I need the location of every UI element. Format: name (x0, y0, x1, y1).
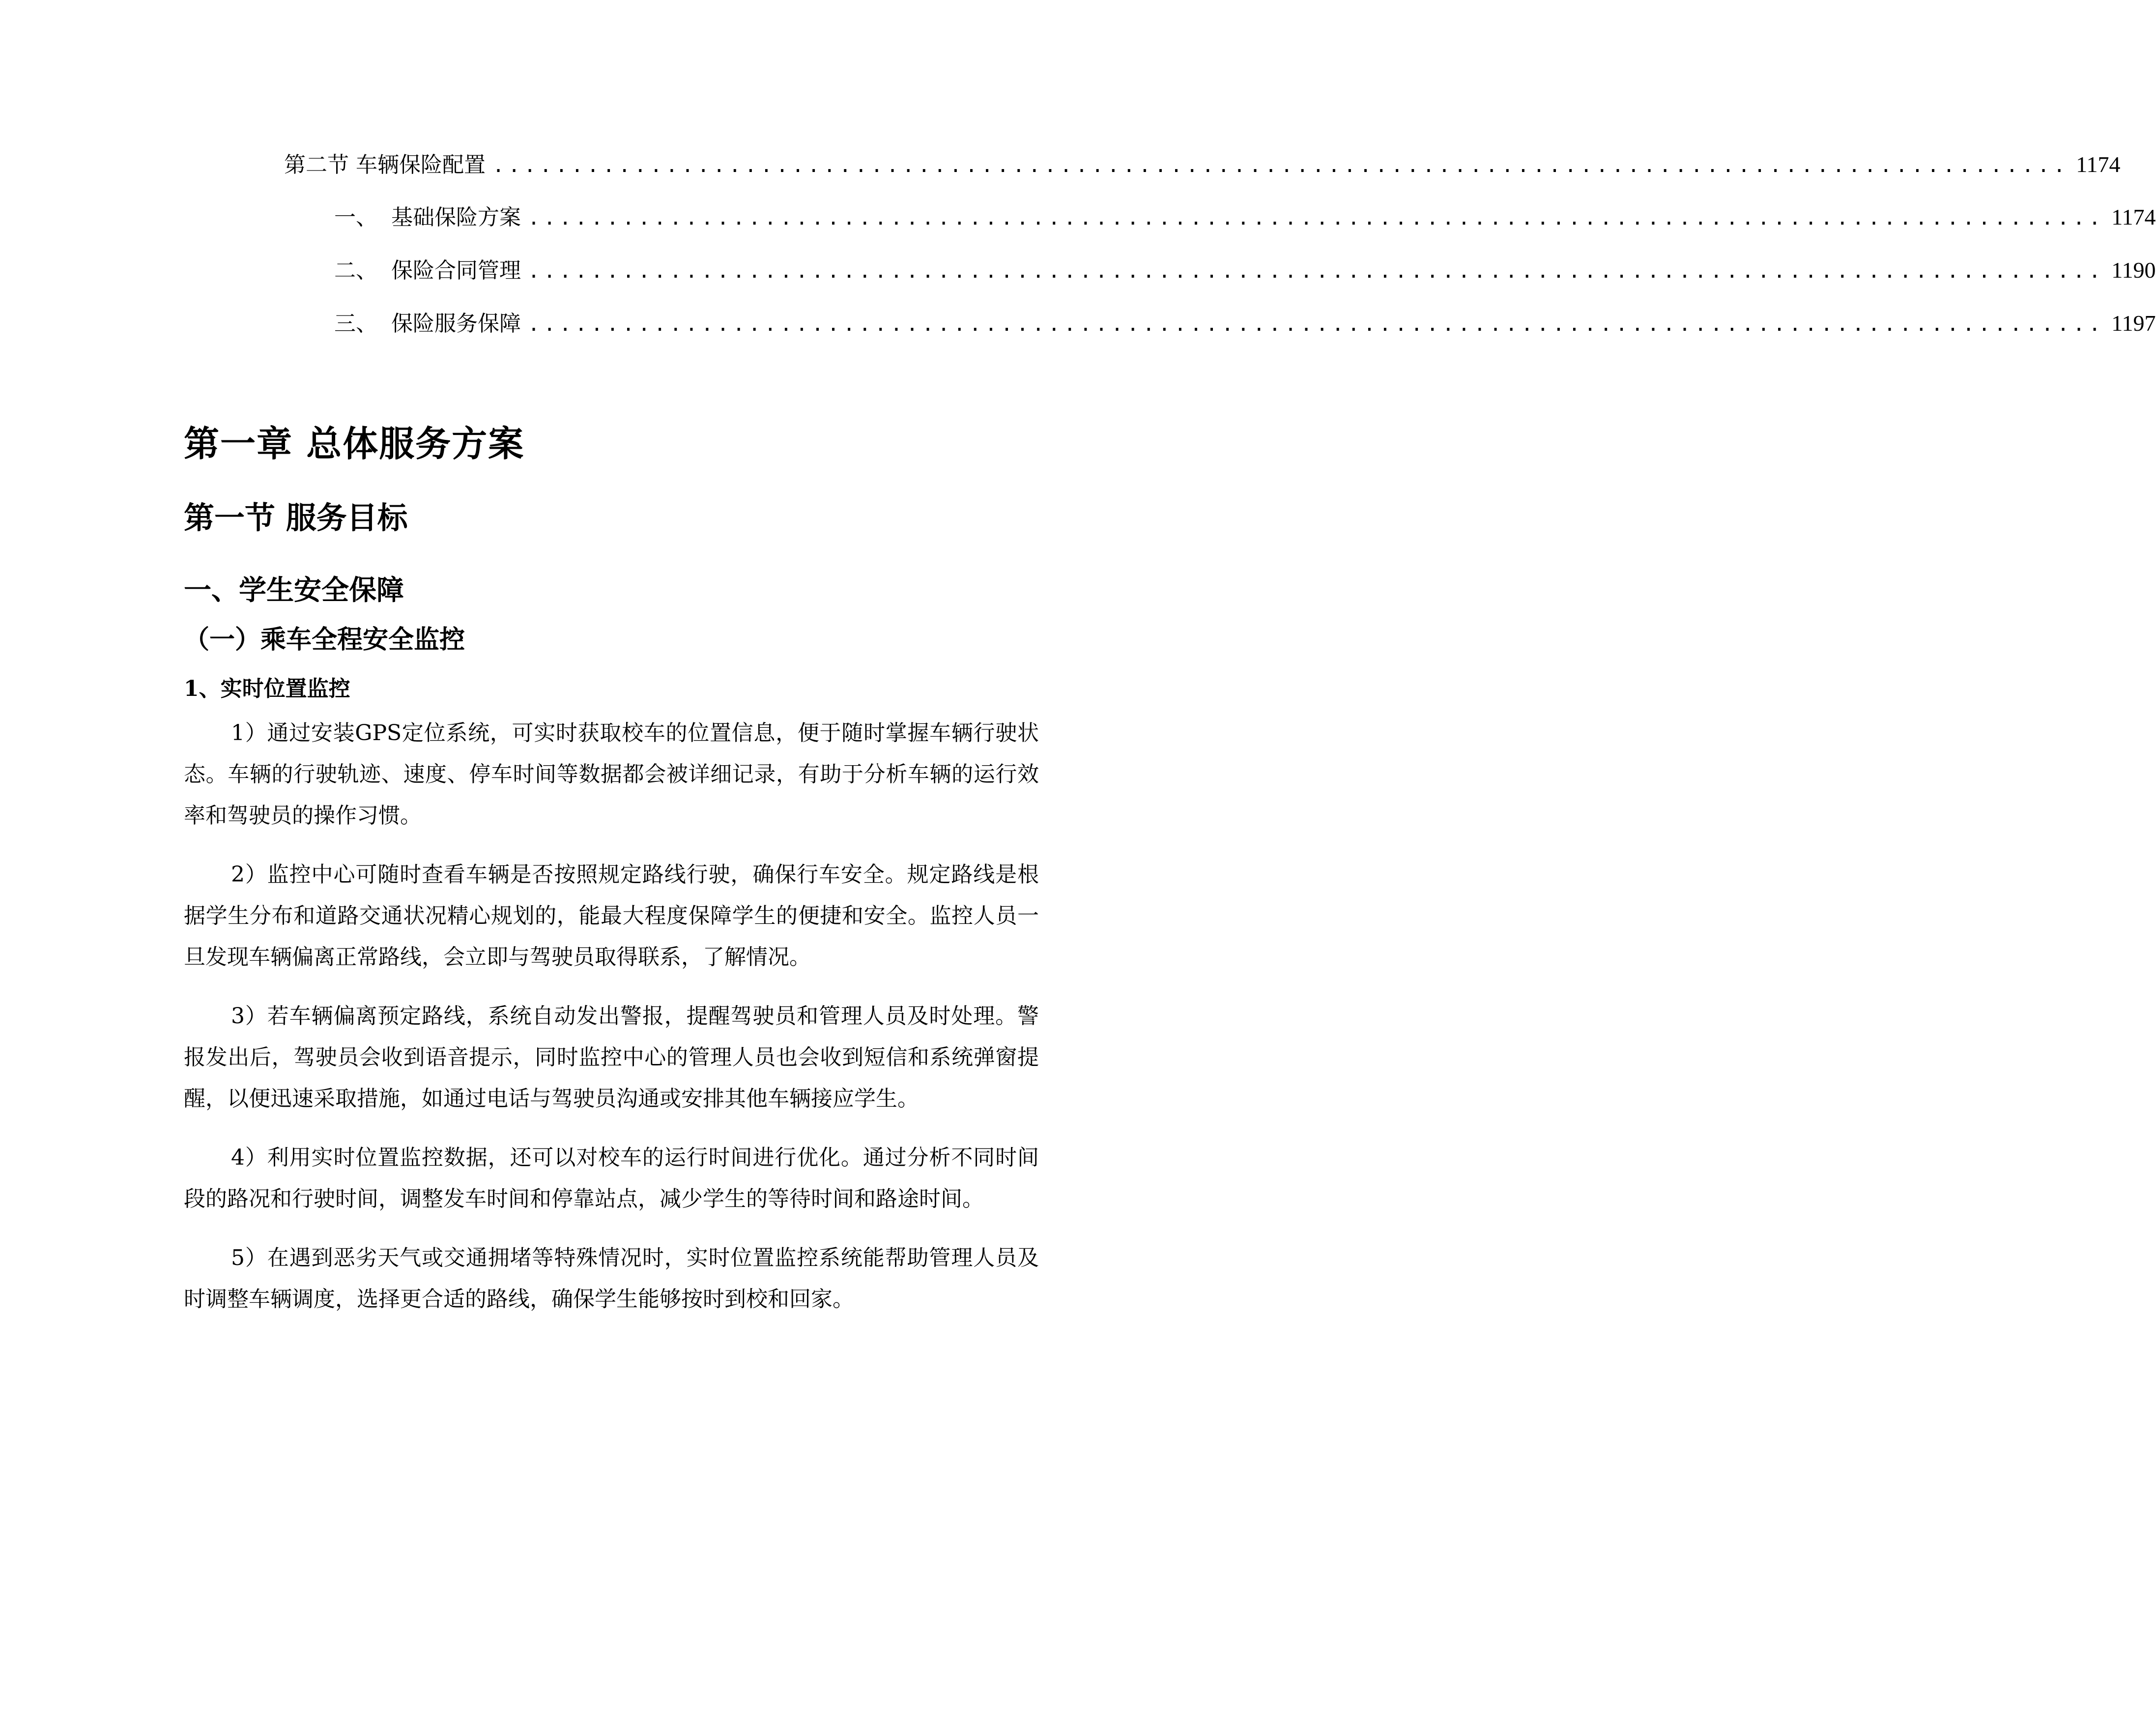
toc-entry-section2[interactable] (284, 150, 2121, 179)
toc-page-number: 1174 (2111, 204, 2156, 230)
toc-leader-dots: .................................................................................................... (528, 207, 2105, 230)
section-title: 第一节 服务目标 (184, 500, 408, 536)
paren-heading: （一）乘车全程安全监控 (184, 625, 465, 655)
toc-entry-label: 第二节 车辆保险配置 (284, 152, 486, 177)
toc-leader-dots: .................................................................................................... (492, 154, 2070, 177)
toc-entry-label: 基础保险方案 (391, 205, 521, 230)
paragraph: 5）在遇到恶劣天气或交通拥堵等特殊情况时，实时位置监控系统能帮助管理人员及时调整车辆调度，选择更合适的路线，确保学生能够按时到校和回家。 (184, 1245, 1039, 1312)
paragraph: 2）监控中心可随时查看车辆是否按照规定路线行驶，确保行车安全。规定路线是根据学生分布和道路交通状况精心规划的，能最大程度保障学生的便捷和安全。监控人员一旦发现车辆偏离正常路线，会立即与驾驶员取得联系，了解情况。 (184, 862, 1039, 970)
paragraph: 3）若车辆偏离预定路线，系统自动发出警报，提醒驾驶员和管理人员及时处理。警报发出后，驾驶员会收到语音提示，同时监控中心的管理人员也会收到短信和系统弹窗提醒，以便迅速采取措施，如通过电话与驾驶员沟通或安排其他车辆接应学生。 (184, 1004, 1039, 1111)
toc-page-number: 1174 (2076, 152, 2121, 177)
subsection-title: 一、学生安全保障 (184, 575, 404, 606)
toc-entry-number: 三、 (334, 311, 377, 336)
paragraph: 4）利用实时位置监控数据，还可以对校车的运行时间进行优化。通过分析不同时间段的路况和行驶时间，调整发车时间和停靠站点，减少学生的等待时间和路途时间。 (184, 1145, 1039, 1211)
toc-entry-item-2[interactable] (334, 256, 2156, 285)
numbered-heading: 1、实时位置监控 (184, 676, 350, 701)
toc-leader-dots: .................................................................................................... (528, 260, 2105, 283)
paragraph: 1）通过安装GPS定位系统，可实时获取校车的位置信息，便于随时掌握车辆行驶状态。车辆的行驶轨迹、速度、停车时间等数据都会被详细记录，有助于分析车辆的运行效率和驾驶员的操作习惯。 (184, 720, 1039, 828)
toc-page-number: 1190 (2111, 258, 2156, 283)
toc-entry-label: 保险合同管理 (391, 258, 521, 283)
body-text (184, 713, 1039, 1338)
toc-entry-item-1[interactable] (334, 202, 2156, 232)
chapter-title: 第一章 总体服务方案 (184, 423, 525, 464)
toc-leader-dots: .................................................................................................... (528, 313, 2105, 336)
toc-entry-item-3[interactable] (334, 309, 2156, 338)
toc-page-number: 1197 (2111, 311, 2156, 336)
toc-entry-number: 一、 (334, 205, 377, 230)
toc-entry-label: 保险服务保障 (391, 311, 521, 336)
toc-entry-number: 二、 (334, 258, 377, 283)
